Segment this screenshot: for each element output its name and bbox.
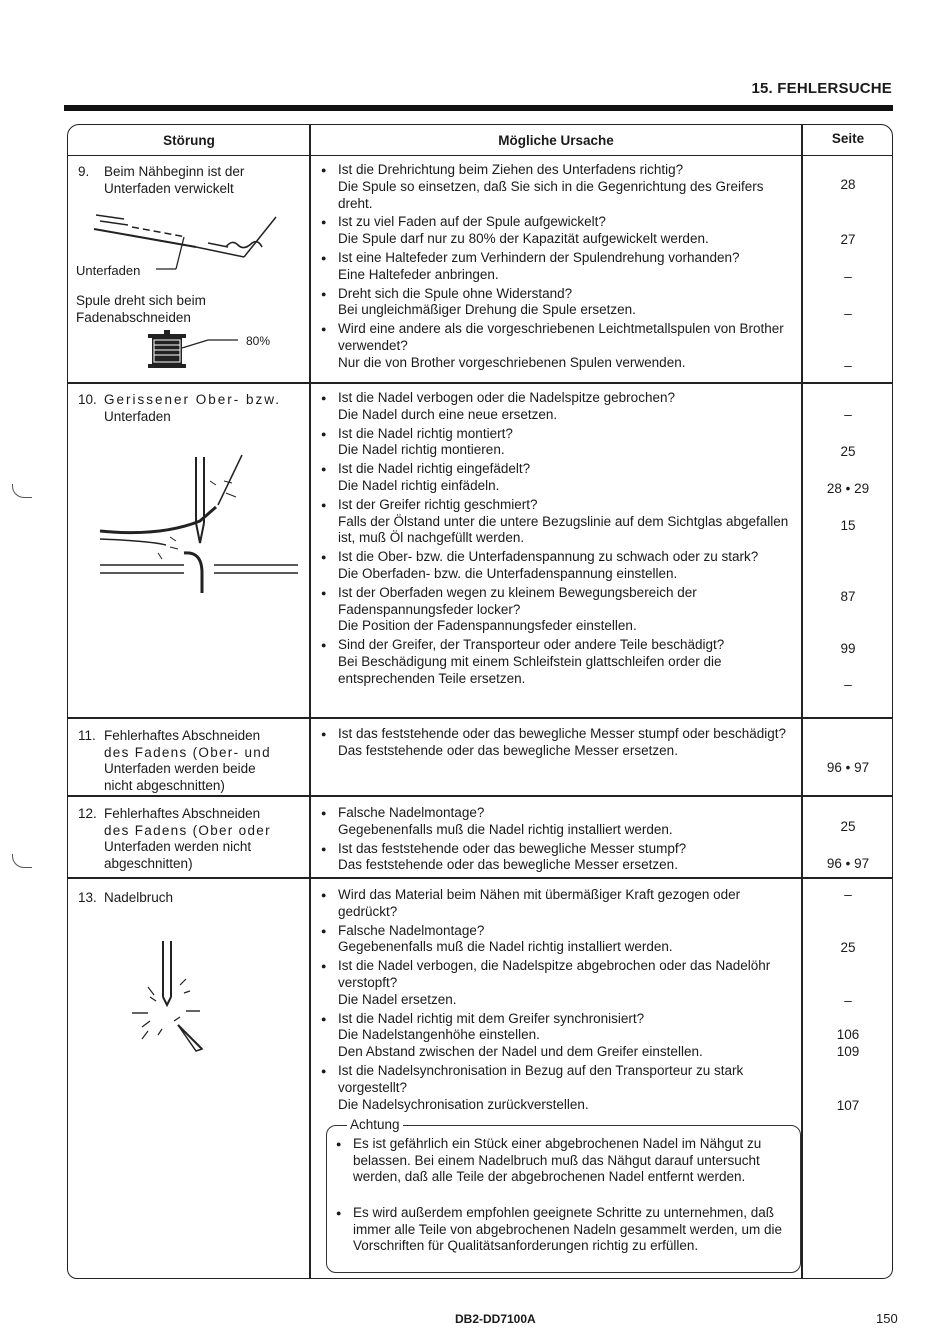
page-ref: 25	[840, 444, 856, 459]
page-ref: 106	[836, 1027, 860, 1042]
margin-mark	[12, 854, 32, 868]
row-divider	[68, 382, 892, 384]
page-ref: –	[844, 306, 852, 321]
cause-item: ● Ist die Nadelsynchronisation in Bezug auf den Transporteur zu stark vorgestellt? Die Nadelsychronisation zurückverstellen.	[320, 1063, 796, 1113]
caution-item: ● Es wird außerdem empfohlen geeignete Schritte zu unternehmen, daß immer alle Teile von abgebrochenen Nadeln gesammelt werden, um die Vorschriften für Qualitätsanforderungen richtig zu erfüllen.	[335, 1205, 793, 1255]
cause-item: ● Falsche Nadelmontage? Gegebenenfalls muß die Nadel richtig installiert werden.	[320, 805, 796, 839]
cause-item: ● Ist die Nadel richtig montiert? Die Nadel richtig montieren.	[320, 426, 796, 460]
problem-9: 9. Beim Nähbeginn ist der Unterfaden verwickelt	[78, 164, 245, 196]
broken-needle-illustration	[128, 937, 218, 1067]
broken-thread-illustration	[98, 453, 303, 598]
problem-13: 13. Nadelbruch	[78, 890, 174, 905]
page-ref: –	[844, 269, 852, 284]
causes-13	[320, 887, 796, 1115]
cause-item: ● Ist der Oberfaden wegen zu kleinem Bewegungsbereich der Fadenspannungsfeder locker? Die Position der Fadenspannungsfeder einstellen.	[320, 585, 796, 635]
caution-item: ● Es ist gefährlich ein Stück einer abgebrochenen Nadel im Nähgut zu belassen. Bei einem Nadelbruch muß das Nähgut darauf untersucht werden, daß alle Teile der abgebrochenen Nadel entfernt werden.	[335, 1136, 793, 1186]
row-divider	[68, 795, 892, 797]
page-ref: –	[844, 677, 852, 692]
causes-12	[320, 805, 796, 876]
page-ref: 96 • 97	[826, 856, 870, 871]
caution-label: Achtung	[347, 1117, 403, 1132]
troubleshooting-table	[67, 124, 893, 1279]
page-ref: –	[844, 993, 852, 1008]
cause-item: ● Ist die Nadel verbogen, die Nadelspitze abgebrochen oder das Nadelöhr verstopft? Die Nadel ersetzen.	[320, 958, 796, 1008]
page-ref: –	[844, 358, 852, 373]
causes-9	[320, 162, 796, 374]
col-header-cause: Mögliche Ursache	[498, 133, 614, 148]
cause-item: ● Ist eine Haltefeder zum Verhindern der Spulendrehung vorhanden? Eine Haltefeder anbringen.	[320, 250, 796, 284]
page-ref: 27	[840, 232, 856, 247]
causes-10	[320, 390, 796, 690]
page-ref: 25	[840, 940, 856, 955]
margin-mark	[12, 484, 32, 498]
page-ref: 99	[840, 641, 856, 656]
section-title: 15. FEHLERSUCHE	[751, 80, 892, 97]
table-header	[68, 125, 892, 156]
col-header-problem: Störung	[163, 133, 215, 148]
cause-item: ● Ist die Ober- bzw. die Unterfadenspannung zu schwach oder zu stark? Die Oberfaden- bzw. die Unterfadenspannung einstellen.	[320, 549, 796, 583]
title-rule	[64, 105, 893, 111]
cause-item: ● Ist zu viel Faden auf der Spule aufgewickelt? Die Spule darf nur zu 80% der Kapazität aufgewickelt werden.	[320, 214, 796, 248]
figure-label-unterfaden: Unterfaden	[76, 263, 141, 278]
cause-item: ● Sind der Greifer, der Transporteur oder andere Teile beschädigt? Bei Beschädigung mit einem Schleifstein glattschleifen order die entsprechenden Teile ersetzen.	[320, 637, 796, 687]
cause-item: ● Ist die Drehrichtung beim Ziehen des Unterfadens richtig? Die Spule so einsetzen, daß Sie sich in die Gegenrichtung des Greifers dreht.	[320, 162, 796, 212]
sub-problem-9: Spule dreht sich beim Fadenabschneiden	[76, 293, 206, 325]
page-ref: –	[844, 407, 852, 422]
page-ref: 28 • 29	[826, 481, 870, 496]
problem-10: 10. Gerissener Ober- bzw. Unterfaden	[78, 392, 282, 424]
page-number: 150	[876, 1311, 898, 1326]
cause-item: ● Ist die Nadel verbogen oder die Nadelspitze gebrochen? Die Nadel durch eine neue ersetzen.	[320, 390, 796, 424]
page-ref: 87	[840, 589, 856, 604]
cause-item: ● Ist die Nadel richtig eingefädelt? Die Nadel richtig einfädeln.	[320, 461, 796, 495]
document-code: DB2-DD7100A	[455, 1312, 536, 1326]
page-ref: 109	[836, 1044, 860, 1059]
bobbin-illustration	[138, 330, 248, 375]
row-divider	[68, 717, 892, 719]
page-ref: 28	[840, 177, 856, 192]
row-divider	[68, 877, 892, 879]
figure-label-80-percent: 80%	[246, 334, 271, 348]
cause-item: ● Dreht sich die Spule ohne Widerstand? Bei ungleichmäßiger Drehung die Spule ersetzen.	[320, 286, 796, 320]
causes-11	[320, 726, 796, 762]
cause-item: ● Ist das feststehende oder das bewegliche Messer stumpf oder beschädigt? Das feststehende oder das bewegliche Messer ersetzen.	[320, 726, 796, 760]
page-ref: 96 • 97	[826, 760, 870, 775]
cause-item: ● Falsche Nadelmontage? Gegebenenfalls muß die Nadel richtig installiert werden.	[320, 923, 796, 957]
column-divider	[309, 125, 311, 1278]
problem-12: 12. Fehlerhaftes Abschneiden des Fadens (Ober oder Unterfaden werden nicht abgeschnitten)	[78, 806, 271, 871]
page-ref: –	[844, 887, 852, 902]
page-ref: 25	[840, 819, 856, 834]
caution-box	[326, 1117, 801, 1273]
cause-item: ● Wird eine andere als die vorgeschriebenen Leichtmetallspulen von Brother verwendet? Nur die von Brother vorgeschriebenen Spulen verwenden.	[320, 321, 796, 371]
page-ref: 107	[836, 1098, 860, 1113]
cause-item: ● Wird das Material beim Nähen mit übermäßiger Kraft gezogen oder gedrückt?	[320, 887, 796, 921]
cause-item: ● Ist das feststehende oder das bewegliche Messer stumpf? Das feststehende oder das bewegliche Messer ersetzen.	[320, 841, 796, 875]
problem-11: 11. Fehlerhaftes Abschneiden des Fadens (Ober- und Unterfaden werden beide nicht abgeschnitten)	[78, 728, 271, 793]
cause-item: ● Ist die Nadel richtig mit dem Greifer synchronisiert? Die Nadelstangenhöhe einstellen. Den Abstand zwischen der Nadel und dem Greifer einstellen.	[320, 1011, 796, 1061]
cause-item: ● Ist der Greifer richtig geschmiert? Falls der Ölstand unter die untere Bezugslinie auf dem Sichtglas abgefallen ist, muß Öl nachgefüllt werden.	[320, 497, 796, 547]
page-ref: 15	[840, 518, 856, 533]
col-header-page: Seite	[831, 131, 865, 146]
